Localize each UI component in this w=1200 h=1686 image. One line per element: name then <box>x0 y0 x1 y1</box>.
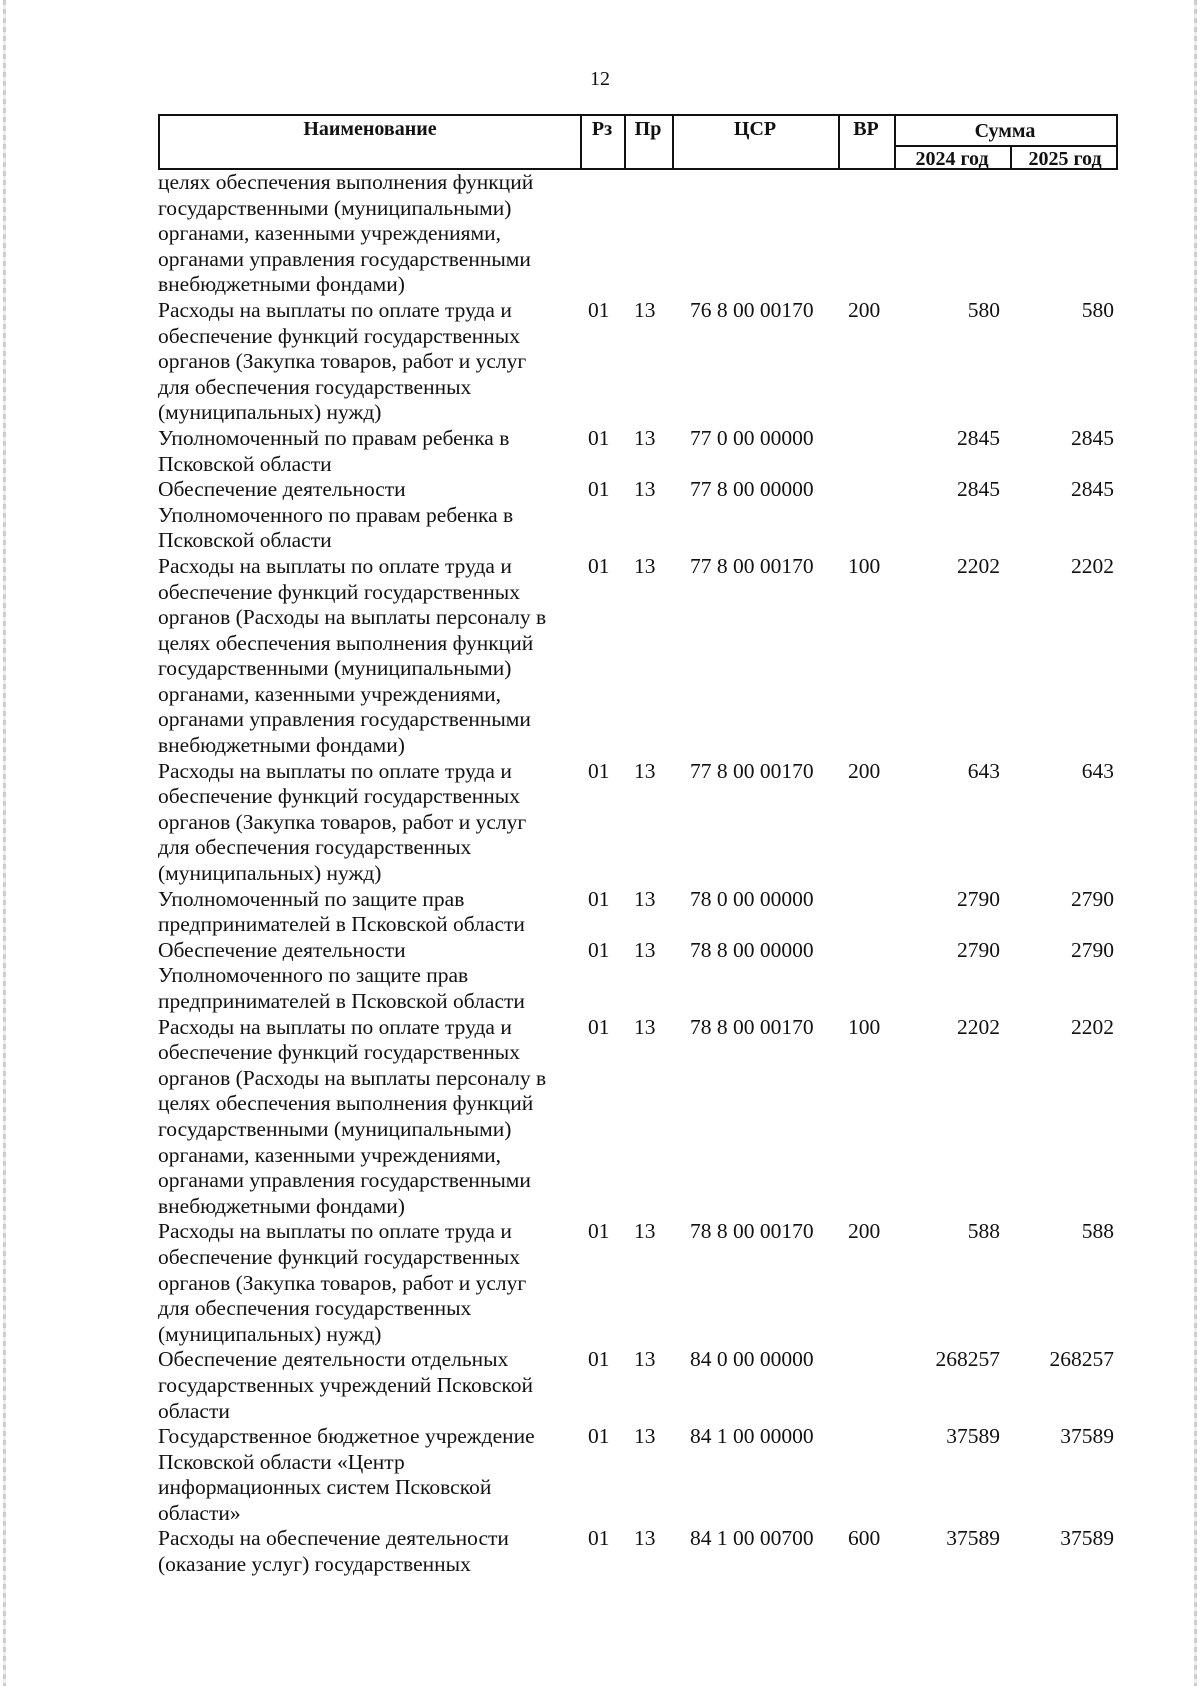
row-pr: 13 <box>634 1424 656 1449</box>
row-rz: 01 <box>588 553 610 578</box>
row-vr: 100 <box>848 553 881 578</box>
header-csr: ЦСР <box>733 118 777 140</box>
table-row <box>158 1015 1118 1220</box>
row-csr: 77 8 00 00170 <box>690 553 814 578</box>
row-pr: 13 <box>634 1526 656 1551</box>
row-pr: 13 <box>634 425 656 450</box>
row-rz: 01 <box>588 1014 610 1039</box>
row-csr: 77 8 00 00000 <box>690 477 814 502</box>
row-csr: 84 1 00 00700 <box>690 1526 814 1551</box>
row-sum-2024: 580 <box>967 297 1000 322</box>
row-rz: 01 <box>588 477 610 502</box>
table-row <box>158 1526 1118 1577</box>
row-rz: 01 <box>588 425 610 450</box>
header-rz: Рз <box>591 118 613 140</box>
row-sum-2024: 588 <box>967 1219 1000 1244</box>
row-rz: 01 <box>588 886 610 911</box>
row-pr: 13 <box>634 1219 656 1244</box>
header-pr-cell <box>624 116 674 168</box>
header-pr: Пр <box>634 118 662 140</box>
table-row <box>158 426 1118 477</box>
header-rz-cell <box>580 116 626 168</box>
row-sum-2025: 2845 <box>1071 425 1114 450</box>
row-rz: 01 <box>588 297 610 322</box>
row-csr: 78 0 00 00000 <box>690 886 814 911</box>
row-sum-2025: 37589 <box>1060 1424 1114 1449</box>
row-pr: 13 <box>634 553 656 578</box>
row-sum-2025: 268257 <box>1049 1347 1114 1372</box>
header-vr-cell <box>838 116 896 168</box>
table-row <box>158 554 1118 759</box>
row-sum-2025: 37589 <box>1060 1526 1114 1551</box>
row-csr: 78 8 00 00000 <box>690 937 814 962</box>
header-name-cell <box>160 116 582 168</box>
table-row <box>158 887 1118 938</box>
row-name: Расходы на выплаты по оплате труда и обеспечение функций государственных органов (Расходы на выплаты персоналу в целях обеспечения выполнения функций государственными (муниципальными) органами, казенными учреждениями, органами управления государственными внебюджетными фондами) <box>158 1014 547 1218</box>
row-sum-2024: 2845 <box>957 477 1000 502</box>
row-name: Расходы на выплаты по оплате труда и обеспечение функций государственных органов (Закупка товаров, работ и услуг для обеспечения государственных (муниципальных) нужд) <box>158 1219 527 1346</box>
row-name: Расходы на выплаты по оплате труда и обеспечение функций государственных органов (Расходы на выплаты персоналу в целях обеспечения выполнения функций государственными (муниципальными) органами, казенными учреждениями, органами управления государственными внебюджетными фондами) <box>158 553 547 758</box>
row-sum-2024: 2202 <box>957 553 1000 578</box>
table-row <box>158 1219 1118 1347</box>
row-sum-2025: 2790 <box>1071 886 1114 911</box>
row-sum-2025: 2845 <box>1071 477 1114 502</box>
row-sum-2024: 37589 <box>946 1424 1000 1449</box>
row-csr: 84 1 00 00000 <box>690 1424 814 1449</box>
table-row <box>158 1424 1118 1526</box>
row-pr: 13 <box>634 886 656 911</box>
row-name: Государственное бюджетное учреждение Псковской области «Центр информационных систем Псковской области» <box>158 1424 535 1525</box>
row-sum-2025: 588 <box>1081 1219 1114 1244</box>
scan-edge-right <box>1194 0 1197 1686</box>
row-rz: 01 <box>588 1219 610 1244</box>
row-name: Обеспечение деятельности Уполномоченного по защите прав предпринимателей в Псковской области <box>158 937 525 1013</box>
table-row <box>158 1347 1118 1424</box>
row-name: Обеспечение деятельности Уполномоченного по правам ребенка в Псковской области <box>158 477 514 553</box>
row-sum-2024: 2790 <box>957 886 1000 911</box>
row-pr: 13 <box>634 477 656 502</box>
row-name: Обеспечение деятельности отдельных государственных учреждений Псковской области <box>158 1347 533 1423</box>
header-sum-divider <box>894 145 1116 147</box>
header-name: Наименование <box>303 118 437 140</box>
table-body <box>158 170 1118 1578</box>
table-row <box>158 759 1118 887</box>
header-vr: ВР <box>853 118 879 140</box>
row-rz: 01 <box>588 1424 610 1449</box>
row-rz: 01 <box>588 1347 610 1372</box>
row-vr: 200 <box>848 297 881 322</box>
header-csr-cell <box>672 116 840 168</box>
header-year-2025: 2025 год <box>1028 148 1102 170</box>
table-row <box>158 938 1118 1015</box>
header-sum: Сумма <box>974 120 1036 142</box>
row-name: целях обеспечения выполнения функций государственными (муниципальными) органами, казенными учреждениями, органами управления государственными внебюджетными фондами) <box>158 170 534 297</box>
table-header <box>158 114 1118 170</box>
row-name: Уполномоченный по правам ребенка в Псковской области <box>158 425 510 476</box>
table-row <box>158 170 1118 298</box>
row-sum-2024: 2790 <box>957 937 1000 962</box>
row-vr: 100 <box>848 1014 881 1039</box>
row-sum-2024: 643 <box>967 758 1000 783</box>
row-rz: 01 <box>588 758 610 783</box>
row-pr: 13 <box>634 937 656 962</box>
row-vr: 200 <box>848 1219 881 1244</box>
page-number: 12 <box>590 68 610 90</box>
row-sum-2025: 580 <box>1081 297 1114 322</box>
row-sum-2025: 643 <box>1081 758 1114 783</box>
row-csr: 76 8 00 00170 <box>690 297 814 322</box>
table-row <box>158 298 1118 426</box>
table-row <box>158 477 1118 554</box>
row-sum-2024: 268257 <box>935 1347 1000 1372</box>
row-sum-2024: 2845 <box>957 425 1000 450</box>
row-name: Расходы на обеспечение деятельности (оказание услуг) государственных <box>158 1526 509 1577</box>
row-sum-2025: 2202 <box>1071 553 1114 578</box>
row-name: Уполномоченный по защите прав предпринимателей в Псковской области <box>158 886 525 937</box>
row-sum-2024: 37589 <box>946 1526 1000 1551</box>
header-year-2024: 2024 год <box>915 148 989 170</box>
row-csr: 78 8 00 00170 <box>690 1014 814 1039</box>
row-csr: 77 8 00 00170 <box>690 758 814 783</box>
row-sum-2025: 2202 <box>1071 1014 1114 1039</box>
row-sum-2024: 2202 <box>957 1014 1000 1039</box>
row-csr: 78 8 00 00170 <box>690 1219 814 1244</box>
row-vr: 200 <box>848 758 881 783</box>
row-name: Расходы на выплаты по оплате труда и обеспечение функций государственных органов (Закупка товаров, работ и услуг для обеспечения государственных (муниципальных) нужд) <box>158 758 527 886</box>
scan-edge-left <box>3 0 6 1686</box>
row-csr: 77 0 00 00000 <box>690 425 814 450</box>
row-pr: 13 <box>634 758 656 783</box>
row-name: Расходы на выплаты по оплате труда и обеспечение функций государственных органов (Закупка товаров, работ и услуг для обеспечения государственных (муниципальных) нужд) <box>158 297 527 425</box>
row-rz: 01 <box>588 1526 610 1551</box>
row-pr: 13 <box>634 297 656 322</box>
row-rz: 01 <box>588 937 610 962</box>
row-sum-2025: 2790 <box>1071 937 1114 962</box>
row-csr: 84 0 00 00000 <box>690 1347 814 1372</box>
row-pr: 13 <box>634 1014 656 1039</box>
row-vr: 600 <box>848 1526 881 1551</box>
row-pr: 13 <box>634 1347 656 1372</box>
